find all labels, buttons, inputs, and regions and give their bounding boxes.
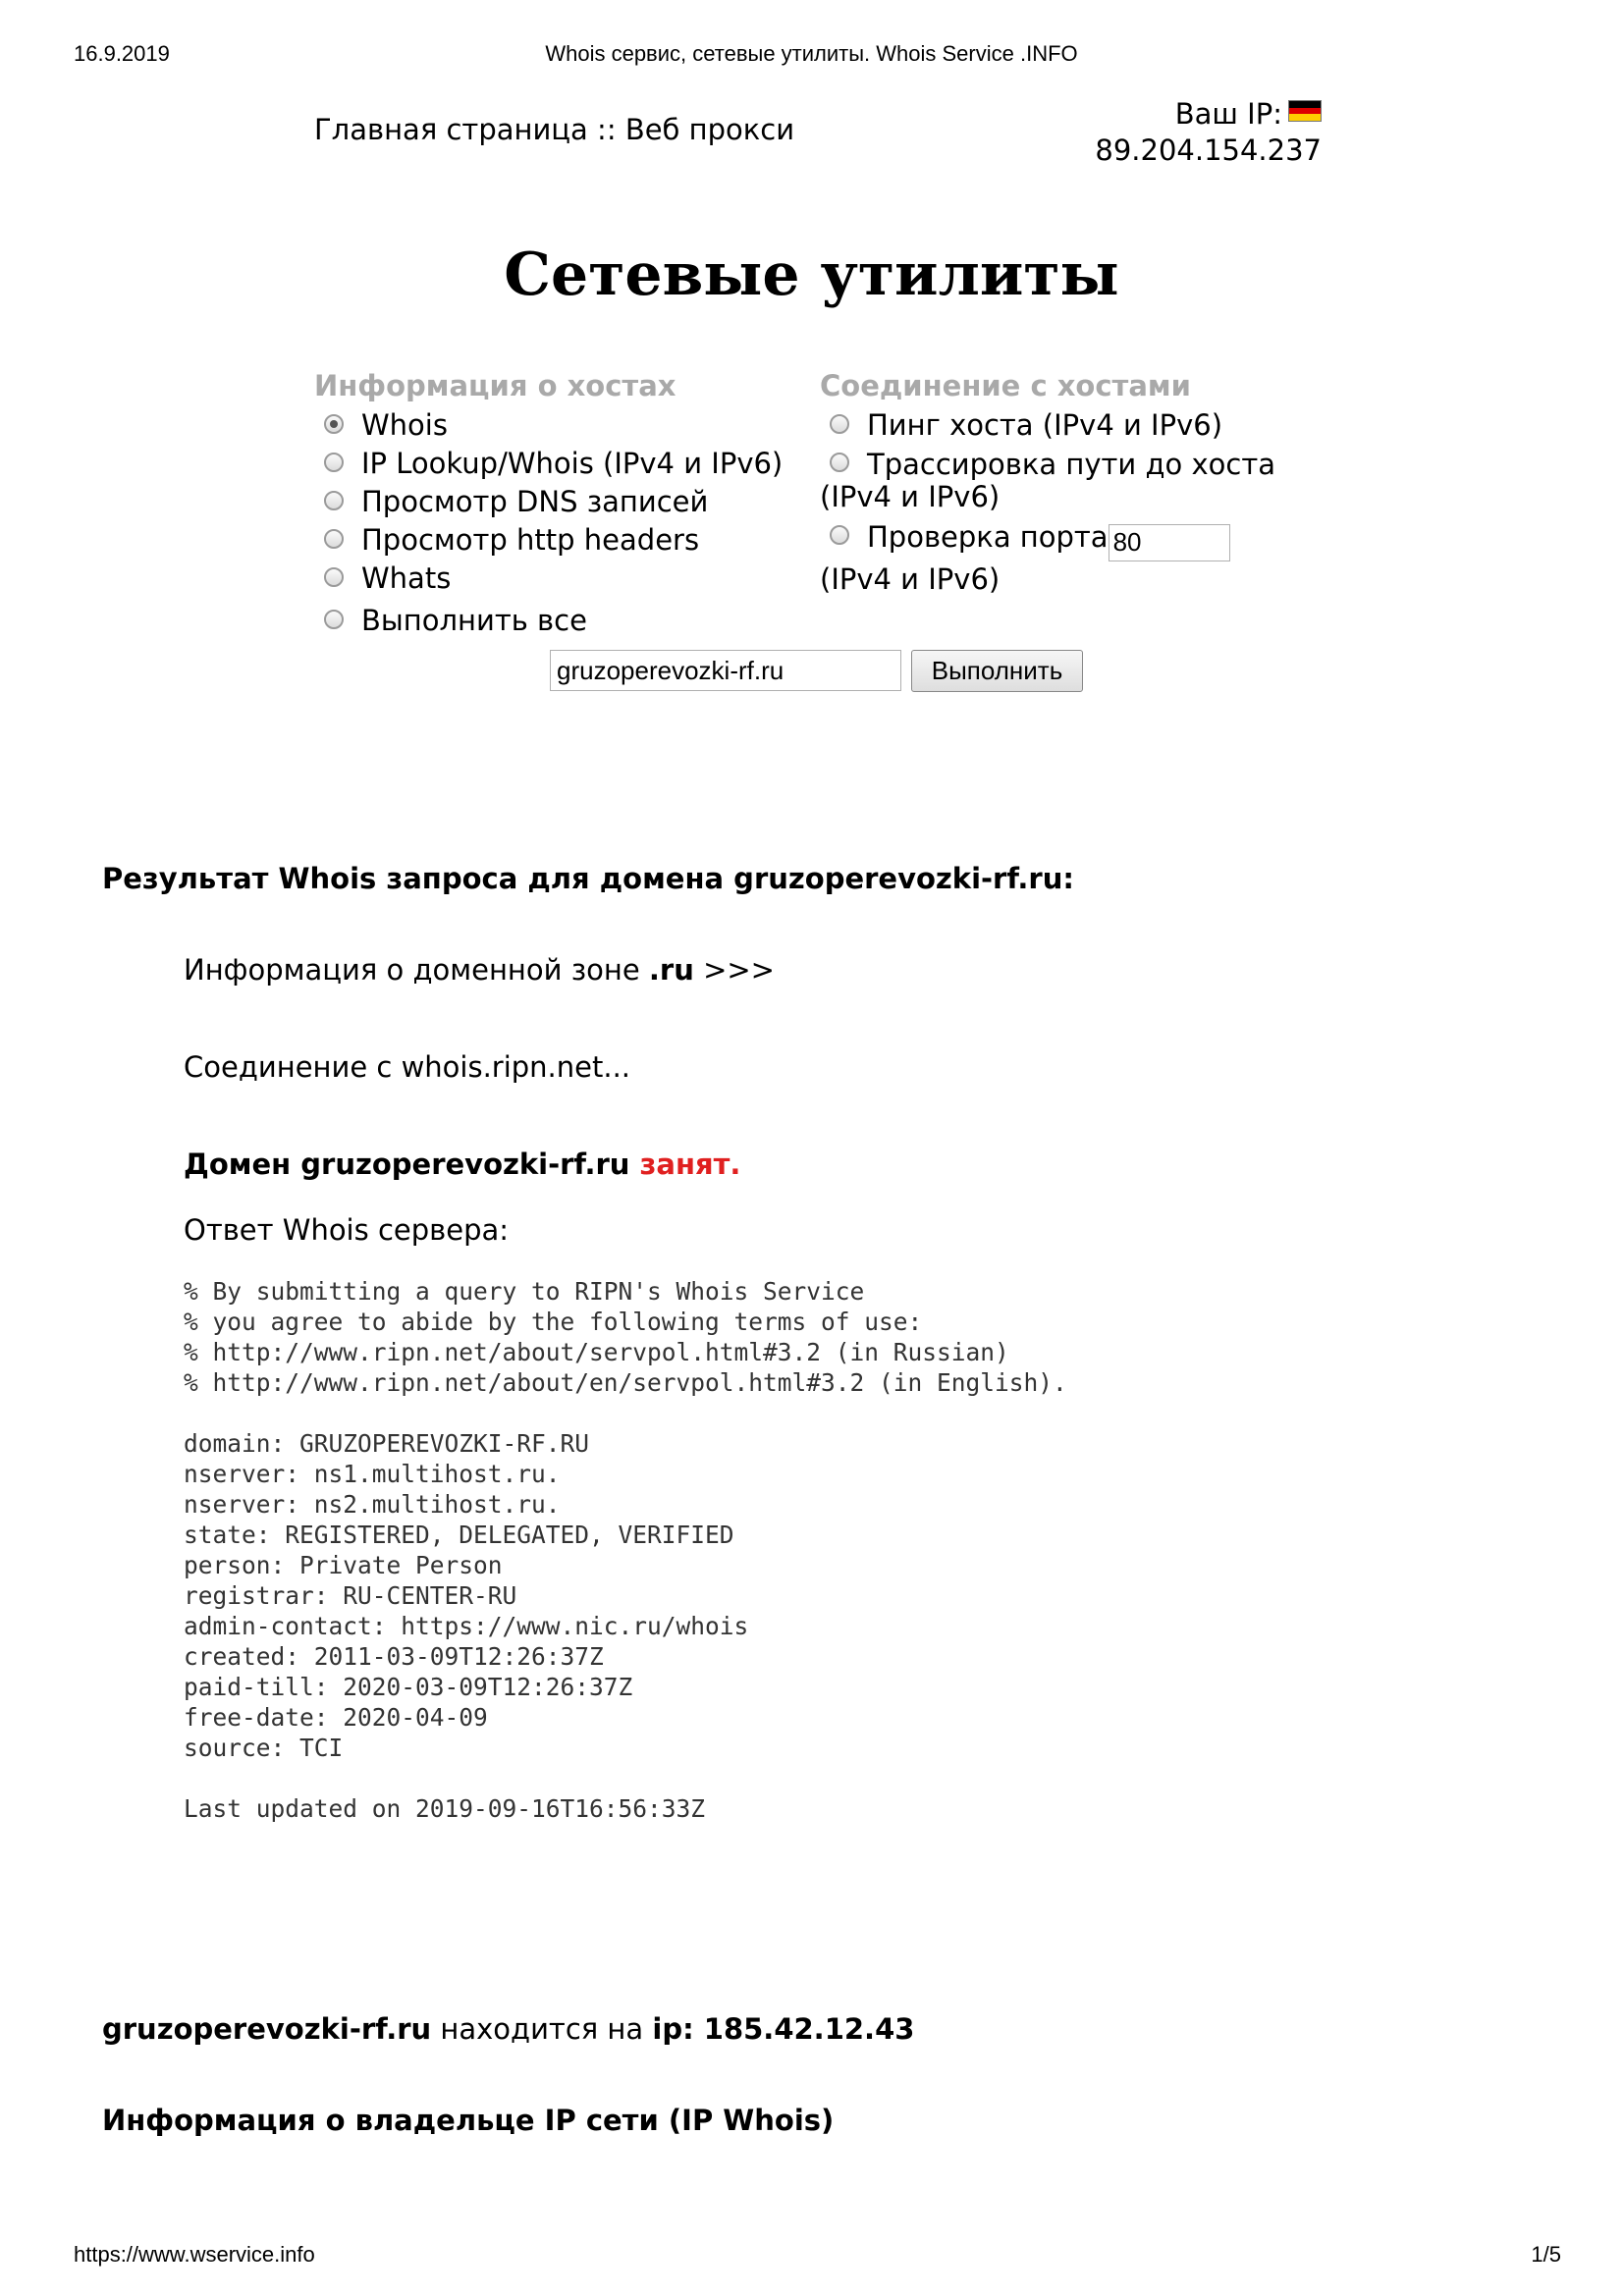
whois-line: paid-till: 2020-03-09T12:26:37Z <box>184 1673 633 1701</box>
option-trace[interactable] <box>820 449 1311 513</box>
domain-status-badge: занят. <box>639 1148 741 1181</box>
radio-button[interactable] <box>324 610 344 629</box>
whois-line: free-date: 2020-04-09 <box>184 1703 488 1732</box>
hosts-connect-heading: Соединение с хостами <box>820 369 1191 402</box>
whois-line: source: TCI <box>184 1734 344 1762</box>
print-footer-page: 1/5 <box>1531 2242 1561 2267</box>
your-ip-box <box>1095 96 1322 169</box>
result-heading: Результат Whois запроса для домена gruzoperevozki-rf.ru: <box>102 862 1074 895</box>
ip-location-line <box>102 2012 914 2046</box>
page-title: Сетевые утилиты <box>504 240 1119 309</box>
nav-home-link[interactable]: Главная страница <box>314 113 588 146</box>
whois-line: registrar: RU-CENTER-RU <box>184 1581 517 1610</box>
whois-line: person: Private Person <box>184 1551 503 1579</box>
domain-status-line <box>184 1148 740 1181</box>
host-option-label: IP Lookup/Whois (IPv4 и IPv6) <box>361 447 784 480</box>
host-option-label: Просмотр DNS записей <box>361 485 709 518</box>
zone-info-prefix: Информация о доменной зоне <box>184 953 640 987</box>
zone-info-line <box>184 953 775 987</box>
host-option[interactable] <box>314 445 785 483</box>
print-page-title: Whois сервис, сетевые утилиты. Whois Service .INFO <box>545 41 1078 66</box>
whois-line: nserver: ns1.multihost.ru. <box>184 1460 561 1488</box>
radio-button[interactable] <box>324 453 344 472</box>
whois-line: state: REGISTERED, DELEGATED, VERIFIED <box>184 1521 734 1549</box>
print-footer-url: https://www.wservice.info <box>74 2242 315 2267</box>
radio-button[interactable] <box>324 414 344 434</box>
hosts-info-group <box>314 369 785 640</box>
host-option-label: Whois <box>361 408 448 442</box>
host-option[interactable] <box>314 483 785 521</box>
radio-button[interactable] <box>324 491 344 510</box>
radio-button[interactable] <box>324 567 344 587</box>
hosts-info-heading: Информация о хостах <box>314 369 676 402</box>
print-date: 16.9.2019 <box>74 41 170 66</box>
port-input[interactable] <box>1109 524 1230 561</box>
whois-line: domain: GRUZOPEREVOZKI-RF.RU <box>184 1429 590 1458</box>
nav-separator: :: <box>587 113 625 146</box>
nav-proxy-link[interactable]: Веб прокси <box>624 113 795 146</box>
whois-line: % By submitting a query to RIPN's Whois Service <box>184 1277 865 1306</box>
radio-trace[interactable] <box>830 453 849 472</box>
zone-arrows: >>> <box>693 953 775 987</box>
option-ping[interactable] <box>820 406 1311 445</box>
option-trace-label: Трассировка пути до хоста (IPv4 и IPv6) <box>820 448 1275 513</box>
ip-location-ip: ip: 185.42.12.43 <box>652 2012 915 2046</box>
option-port-label: Проверка порта <box>867 520 1109 554</box>
host-option[interactable] <box>314 560 785 598</box>
whois-line: nserver: ns2.multihost.ru. <box>184 1490 561 1519</box>
host-option[interactable] <box>314 521 785 560</box>
option-ping-label: Пинг хоста (IPv4 и IPv6) <box>867 408 1223 442</box>
whois-line: % you agree to abide by the following terms of use: <box>184 1308 923 1336</box>
radio-button[interactable] <box>324 529 344 549</box>
ip-location-domain: gruzoperevozki-rf.ru <box>102 2012 432 2046</box>
germany-flag-icon <box>1288 100 1322 122</box>
zone-name-link[interactable]: .ru <box>648 953 694 987</box>
hosts-info-options <box>314 406 785 640</box>
your-ip-value: 89.204.154.237 <box>1095 133 1322 167</box>
domain-status-prefix: Домен gruzoperevozki-rf.ru <box>184 1148 630 1181</box>
host-option[interactable] <box>314 406 785 445</box>
option-port[interactable] <box>820 519 1311 598</box>
whois-line: admin-contact: https://www.nic.ru/whois <box>184 1612 749 1640</box>
radio-port[interactable] <box>830 525 849 545</box>
host-option[interactable] <box>314 602 785 640</box>
host-option-label: Whats <box>361 561 452 595</box>
ip-owner-heading: Информация о владельце IP сети (IP Whois) <box>102 2104 835 2137</box>
option-port-suffix: (IPv4 и IPv6) <box>820 561 1001 596</box>
server-answer-label: Ответ Whois сервера: <box>184 1213 510 1247</box>
whois-line: % http://www.ripn.net/about/en/servpol.html#3.2 (in English). <box>184 1368 1067 1397</box>
host-option-label: Выполнить все <box>361 604 587 637</box>
hosts-connect-group <box>820 369 1311 598</box>
ip-location-middle: находится на <box>431 2012 653 2046</box>
radio-ping[interactable] <box>830 414 849 434</box>
host-option-label: Просмотр http headers <box>361 523 700 557</box>
whois-line: created: 2011-03-09T12:26:37Z <box>184 1642 604 1671</box>
top-nav <box>314 113 794 146</box>
your-ip-label: Ваш IP: <box>1174 97 1282 131</box>
whois-line: % http://www.ripn.net/about/servpol.html#3.2 (in Russian) <box>184 1338 1009 1366</box>
whois-response <box>184 1276 1067 1824</box>
whois-line: Last updated on 2019-09-16T16:56:33Z <box>184 1794 706 1823</box>
connecting-line: Соединение с whois.ripn.net... <box>184 1050 631 1084</box>
run-button[interactable]: Выполнить <box>911 650 1083 692</box>
domain-input[interactable] <box>550 650 901 691</box>
